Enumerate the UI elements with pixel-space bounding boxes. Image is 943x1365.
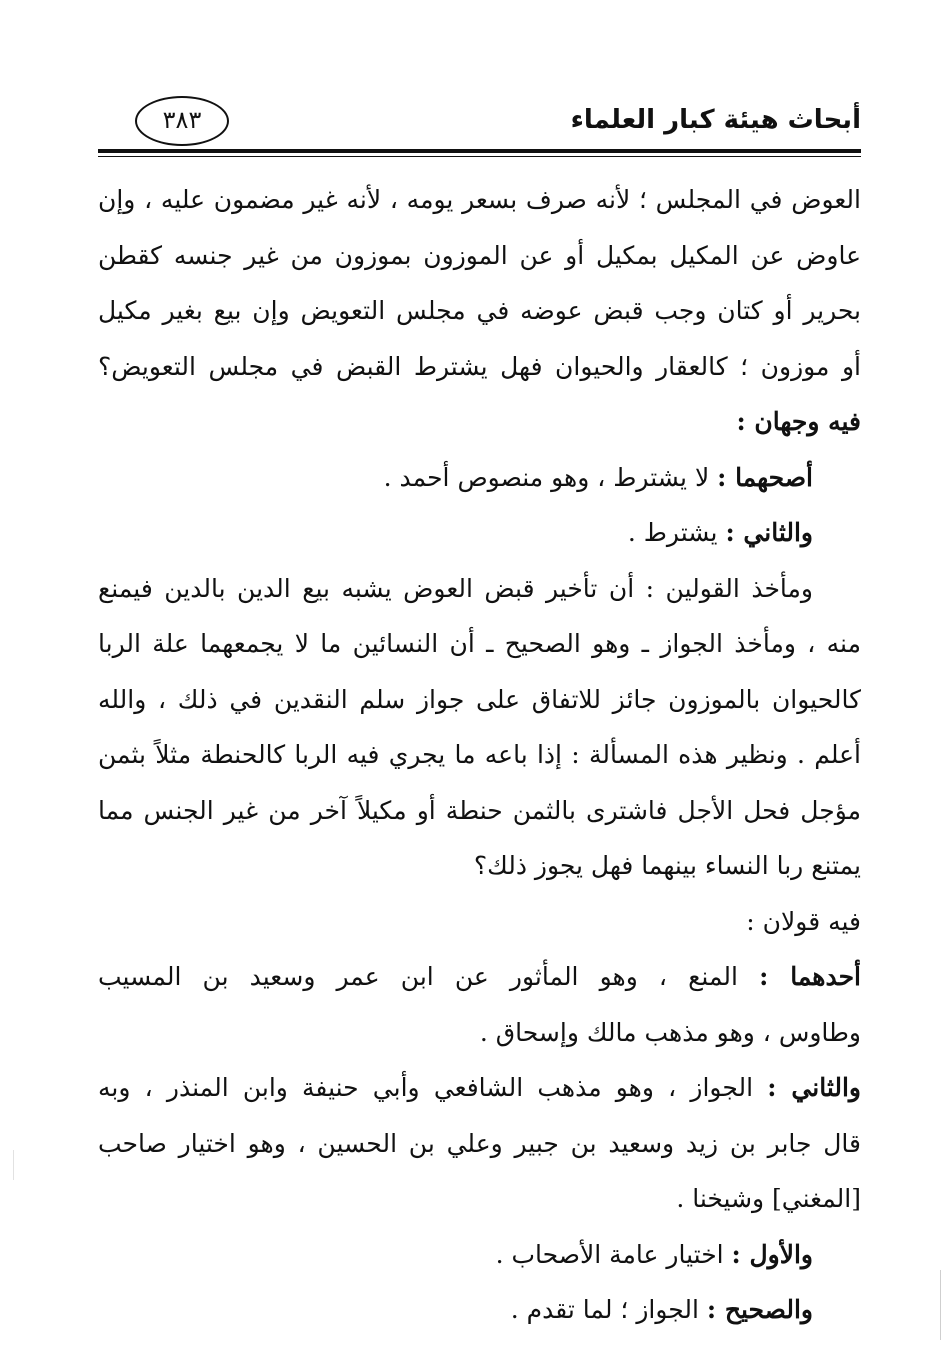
line-text: الجواز ، وهو مذهب الشافعي وأبي حنيفة وابن المنذر ، وبه xyxy=(98,1073,754,1102)
header-rule-thin xyxy=(98,156,861,157)
text-line xyxy=(98,1282,861,1338)
section-heading: فيه قولان : xyxy=(746,906,861,936)
scan-edge-mark xyxy=(940,1270,941,1340)
text-line: يمتنع ربا النساء بينهما فهل يجوز ذلك؟ xyxy=(473,851,861,880)
text-line xyxy=(98,1227,861,1283)
text-line xyxy=(98,450,861,506)
text-line: منه ، ومأخذ الجواز ـ وهو الصحيح ـ أن النسائين ما لا يجمعهما علة الربا xyxy=(98,629,861,658)
body-text xyxy=(98,172,861,1338)
text-line: عاوض عن المكيل بمكيل أو عن الموزون بموزون من غير جنسه كقطن xyxy=(98,240,861,270)
text-line xyxy=(98,949,861,1005)
text-line: أو موزون ؛ كالعقار والحيوان فهل يشترط القبض في مجلس التعويض؟ xyxy=(98,351,861,381)
text-line: [المغني] وشيخنا . xyxy=(676,1184,861,1213)
text-line: ومأخذ القولين : أن تأخير قبض العوض يشبه بيع الدين بالدين فيمنع xyxy=(98,573,813,603)
line-text: اختيار عامة الأصحاب . xyxy=(495,1239,724,1269)
line-text: المنع ، وهو المأثور عن ابن عمر وسعيد بن المسيب xyxy=(98,962,738,991)
text-line: أعلم . ونظير هذه المسألة : إذا باعه ما يجري فيه الربا كالحنطة مثلاً بثمن xyxy=(98,740,861,769)
text-line: بحرير أو كتان وجب قبض عوضه في مجلس التعويض وإن بيع بغير مكيل xyxy=(98,296,861,325)
section-heading: فيه وجهان : xyxy=(736,407,861,436)
line-text: يشترط . xyxy=(627,518,718,547)
text-line: وطاوس ، وهو مذهب مالك وإسحاق . xyxy=(479,1017,861,1047)
scan-edge-mark xyxy=(13,1150,14,1180)
line-label: والأول : xyxy=(731,1239,813,1269)
line-label: والثاني : xyxy=(767,1073,861,1102)
text-line xyxy=(98,505,861,561)
page-number: ٣٨٣ xyxy=(135,96,229,146)
line-label: أصحهما : xyxy=(717,462,813,492)
text-line: قال جابر بن زيد وسعيد بن جبير وعلي بن الحسين ، وهو اختيار صاحب xyxy=(98,1128,861,1158)
text-line xyxy=(98,1060,861,1116)
line-label: والثاني : xyxy=(725,518,813,547)
text-line: كالحيوان بالموزون جائز للاتفاق على جواز سلم النقدين في ذلك ، والله xyxy=(98,684,861,714)
line-label: أحدهما : xyxy=(759,962,861,991)
header-rule-thick xyxy=(98,149,861,153)
line-text: الجواز ؛ لما تقدم . xyxy=(510,1295,699,1324)
text-line: العوض في المجلس ؛ لأنه صرف بسعر يومه ، لأنه غير مضمون عليه ، وإن xyxy=(98,185,861,214)
line-label: والصحيح : xyxy=(706,1295,813,1324)
text-line: مؤجل فحل الأجل فاشترى بالثمن حنطة أو مكيلاً آخر من غير الجنس مما xyxy=(98,795,861,825)
running-title: أبحاث هيئة كبار العلماء xyxy=(570,105,861,135)
line-text: لا يشترط ، وهو منصوص أحمد . xyxy=(383,462,710,492)
